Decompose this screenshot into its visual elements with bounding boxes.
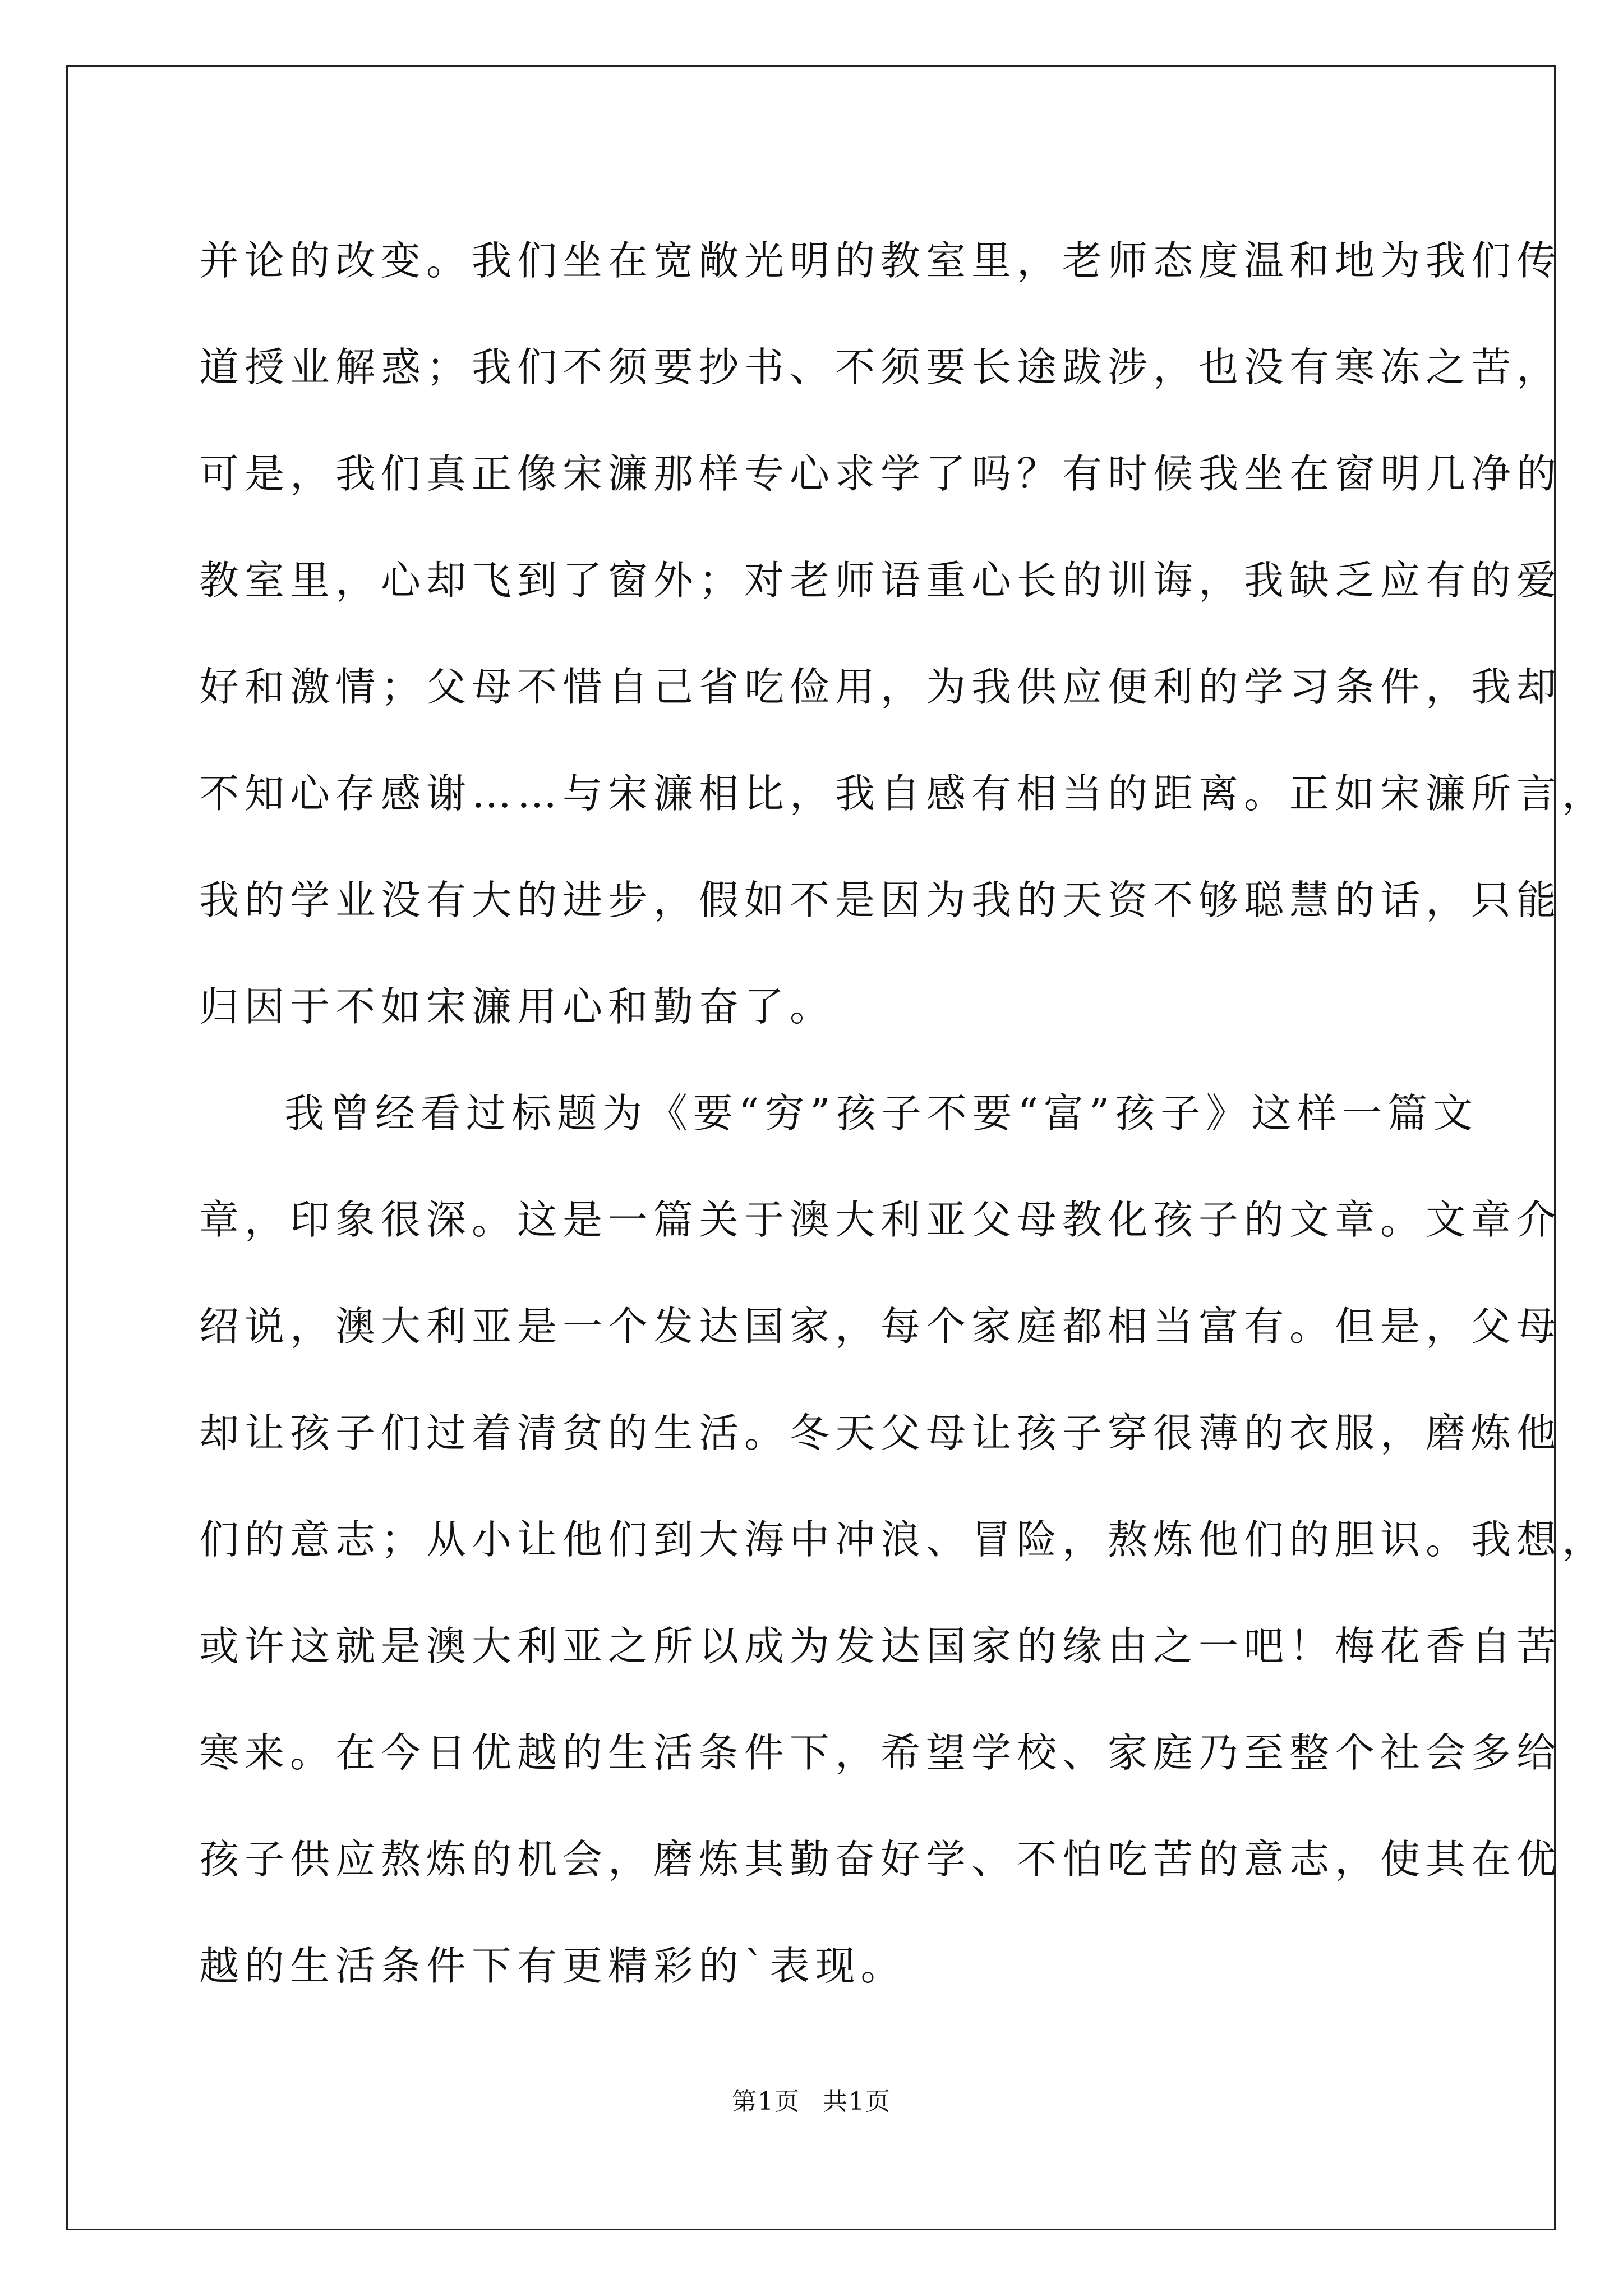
text-line: 或许这就是澳大利亚之所以成为发达国家的缘由之一吧！梅花香自苦 <box>199 1623 1562 1669</box>
text-line: 我的学业没有大的进步，假如不是因为我的天资不够聪慧的话，只能 <box>199 877 1562 923</box>
text-line: 们的意志；从小让他们到大海中冲浪、冒险，熬炼他们的胆识。我想， <box>199 1516 1608 1563</box>
page-number: 第1页 <box>732 2087 800 2116</box>
text-line: 章，印象很深。这是一篇关于澳大利亚父母教化孩子的文章。文章介 <box>199 1197 1562 1243</box>
text-line: 越的生活条件下有更精彩的`表现。 <box>199 1943 906 1989</box>
text-line: 却让孩子们过着清贫的生活。冬天父母让孩子穿很薄的衣服，磨炼他 <box>199 1410 1562 1456</box>
text-line: 孩子供应熬炼的机会，磨炼其勤奋好学、不怕吃苦的意志，使其在优 <box>199 1836 1562 1883</box>
text-line: 可是，我们真正像宋濂那样专心求学了吗？有时候我坐在窗明几净的 <box>199 450 1562 497</box>
text-line: 寒来。在今日优越的生活条件下，希望学校、家庭乃至整个社会多给 <box>199 1729 1562 1776</box>
text-line: 道授业解惑；我们不须要抄书、不须要长途跋涉，也没有寒冻之苦， <box>199 344 1562 390</box>
paragraph-start-line: 我曾经看过标题为《要“穷”孩子不要“富”孩子》这样一篇文 <box>284 1090 1479 1137</box>
text-line: 不知心存感谢……与宋濂相比，我自感有相当的距离。正如宋濂所言， <box>199 770 1608 817</box>
text-line: 教室里，心却飞到了窗外；对老师语重心长的训诲，我缺乏应有的爱 <box>199 557 1562 604</box>
text-line: 好和激情；父母不惜自己省吃俭用，为我供应便利的学习条件，我却 <box>199 664 1562 710</box>
text-line: 归因于不如宋濂用心和勤奋了。 <box>199 983 836 1030</box>
text-line: 绍说，澳大利亚是一个发达国家，每个家庭都相当富有。但是，父母 <box>199 1303 1562 1350</box>
page-total: 共1页 <box>823 2087 891 2116</box>
page-footer <box>0 2081 1623 2117</box>
document-body <box>199 208 1608 2019</box>
text-line: 并论的改变。我们坐在宽敞光明的教室里，老师态度温和地为我们传 <box>199 237 1562 284</box>
